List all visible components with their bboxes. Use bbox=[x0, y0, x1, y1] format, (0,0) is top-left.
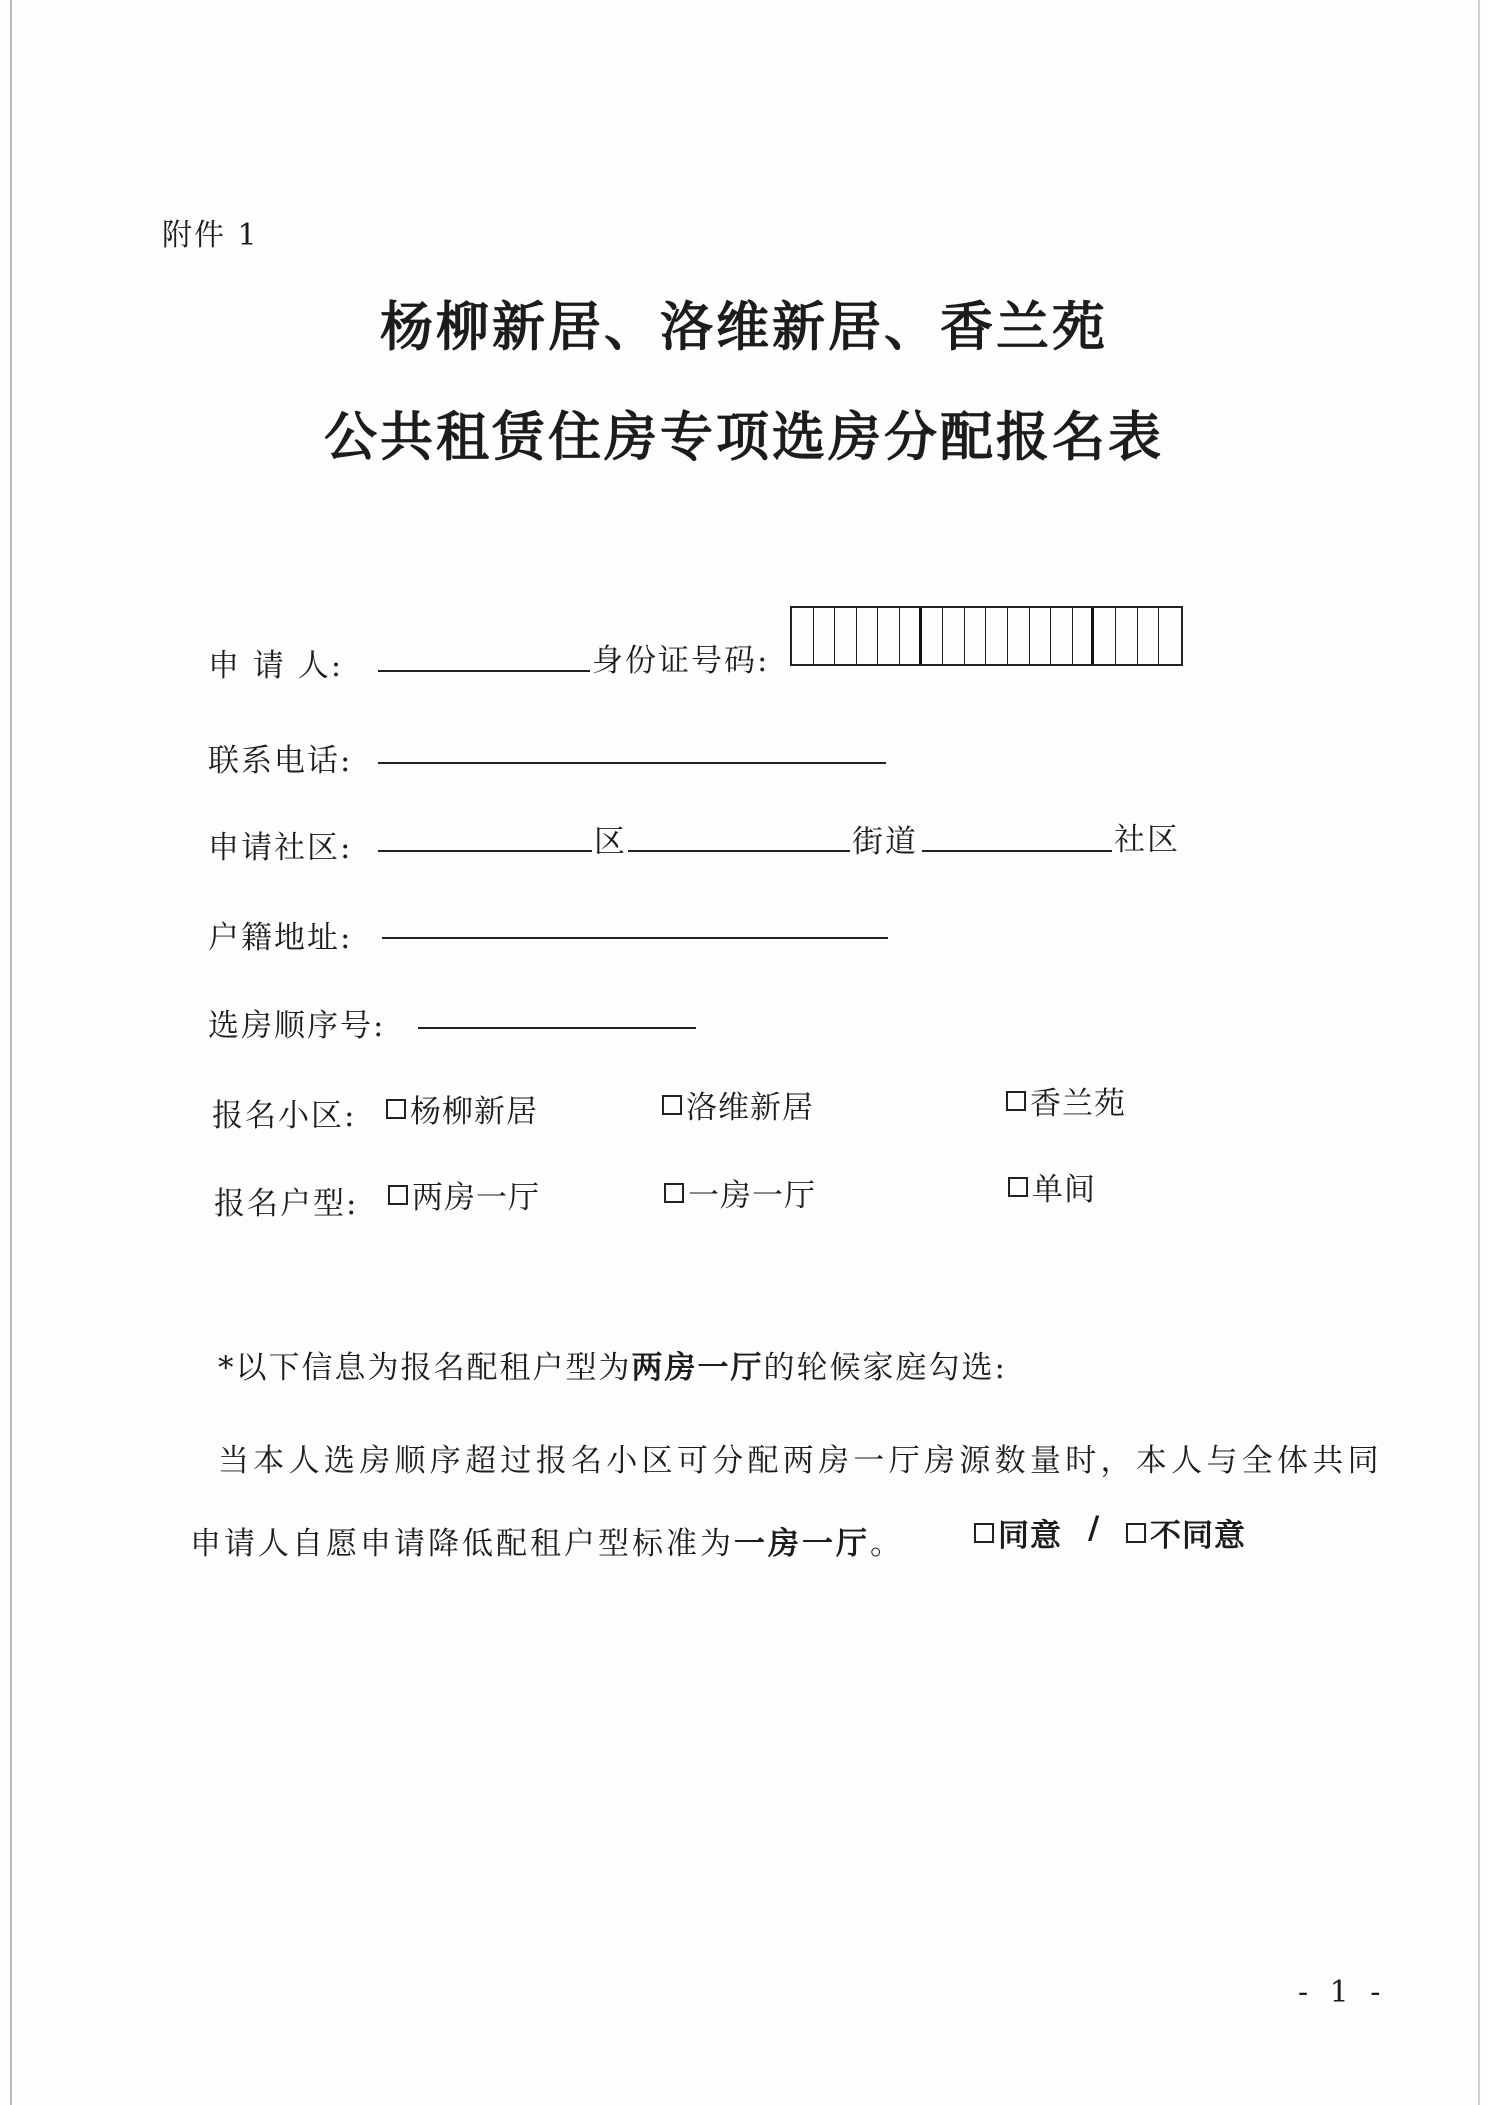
district-suffix: 区 bbox=[594, 824, 627, 860]
checkbox-icon[interactable] bbox=[1126, 1523, 1146, 1543]
street-line[interactable] bbox=[628, 850, 850, 852]
id-digit-box[interactable] bbox=[1159, 608, 1181, 664]
id-digit-box[interactable] bbox=[814, 608, 836, 664]
id-digit-box[interactable] bbox=[1116, 608, 1138, 664]
applicant-label: 申 请 人: bbox=[208, 648, 344, 684]
option-separator: / bbox=[1088, 1510, 1103, 1546]
unit-option-two-bedroom[interactable] bbox=[388, 1172, 540, 1217]
estate-option-xianglan[interactable] bbox=[1006, 1078, 1126, 1123]
district-line[interactable] bbox=[378, 850, 592, 852]
note-suffix: 的轮候家庭勾选: bbox=[763, 1350, 1007, 1386]
id-digit-box[interactable] bbox=[1030, 608, 1052, 664]
household-address-label: 户籍地址: bbox=[208, 920, 353, 956]
applicant-name-line[interactable] bbox=[378, 670, 590, 672]
household-address-line[interactable] bbox=[382, 937, 888, 939]
id-digit-box[interactable] bbox=[1051, 608, 1073, 664]
phone-label: 联系电话: bbox=[208, 743, 353, 779]
checkbox-icon[interactable] bbox=[388, 1185, 408, 1205]
note-emphasis: 两房一厅 bbox=[631, 1350, 764, 1386]
id-digit-box[interactable] bbox=[792, 608, 814, 664]
community-label: 申请社区: bbox=[208, 830, 353, 866]
statement-prefix: 申请人自愿申请降低配租户型标准为 bbox=[190, 1526, 734, 1562]
id-digit-box[interactable] bbox=[857, 608, 879, 664]
unit-option-studio[interactable] bbox=[1008, 1164, 1096, 1209]
note-prefix: *以下信息为报名配租户型为 bbox=[218, 1350, 632, 1386]
downgrade-statement-line-2 bbox=[190, 1518, 904, 1563]
id-digit-box[interactable] bbox=[900, 608, 922, 664]
statement-emphasis: 一房一厅 bbox=[734, 1526, 870, 1562]
estate-option-yangliu[interactable] bbox=[386, 1086, 538, 1131]
id-digit-box[interactable] bbox=[1138, 608, 1160, 664]
phone-line[interactable] bbox=[378, 762, 886, 764]
neighborhood-suffix: 社区 bbox=[1114, 822, 1180, 858]
id-digit-box[interactable] bbox=[943, 608, 965, 664]
id-digit-box[interactable] bbox=[1073, 608, 1095, 664]
disagree-option[interactable] bbox=[1126, 1510, 1246, 1555]
title-line-2: 公共租赁住房专项选房分配报名表 bbox=[324, 407, 1164, 468]
id-number-label: 身份证号码: bbox=[592, 643, 770, 679]
id-digit-box[interactable] bbox=[878, 608, 900, 664]
checkbox-icon[interactable] bbox=[664, 1183, 684, 1203]
agree-label: 同意 bbox=[998, 1518, 1062, 1554]
estate-option-label: 洛维新居 bbox=[686, 1090, 814, 1126]
disagree-label: 不同意 bbox=[1150, 1518, 1246, 1554]
estates-label: 报名小区: bbox=[212, 1098, 357, 1134]
unit-option-label: 单间 bbox=[1032, 1172, 1096, 1208]
page-number: - 1 - bbox=[1298, 1975, 1387, 2010]
id-number-boxes[interactable] bbox=[790, 606, 1183, 666]
id-digit-box[interactable] bbox=[1008, 608, 1030, 664]
checkbox-icon[interactable] bbox=[662, 1095, 682, 1115]
unit-option-label: 两房一厅 bbox=[412, 1180, 540, 1216]
two-bedroom-note bbox=[218, 1342, 1007, 1387]
unit-option-label: 一房一厅 bbox=[688, 1178, 816, 1214]
neighborhood-line[interactable] bbox=[922, 850, 1112, 852]
id-digit-box[interactable] bbox=[1094, 608, 1116, 664]
checkbox-icon[interactable] bbox=[386, 1099, 406, 1119]
order-number-line[interactable] bbox=[418, 1027, 696, 1029]
estate-option-luowei[interactable] bbox=[662, 1082, 814, 1127]
agree-option[interactable] bbox=[974, 1510, 1062, 1555]
order-number-label: 选房顺序号: bbox=[208, 1008, 386, 1044]
downgrade-statement-line-1: 当本人选房顺序超过报名小区可分配两房一厅房源数量时，本人与全体共同 bbox=[218, 1443, 1383, 1479]
unit-types-label: 报名户型: bbox=[214, 1186, 359, 1222]
attachment-label: 附件 1 bbox=[162, 218, 259, 253]
title-line-1: 杨柳新居、洛维新居、香兰苑 bbox=[380, 297, 1108, 358]
checkbox-icon[interactable] bbox=[1008, 1177, 1028, 1197]
id-digit-box[interactable] bbox=[986, 608, 1008, 664]
checkbox-icon[interactable] bbox=[974, 1523, 994, 1543]
id-digit-box[interactable] bbox=[835, 608, 857, 664]
estate-option-label: 香兰苑 bbox=[1030, 1086, 1126, 1122]
statement-suffix: 。 bbox=[870, 1526, 904, 1562]
street-suffix: 街道 bbox=[852, 824, 918, 860]
estate-option-label: 杨柳新居 bbox=[410, 1094, 538, 1130]
id-digit-box[interactable] bbox=[922, 608, 944, 664]
id-digit-box[interactable] bbox=[965, 608, 987, 664]
unit-option-one-bedroom[interactable] bbox=[664, 1170, 816, 1215]
checkbox-icon[interactable] bbox=[1006, 1091, 1026, 1111]
